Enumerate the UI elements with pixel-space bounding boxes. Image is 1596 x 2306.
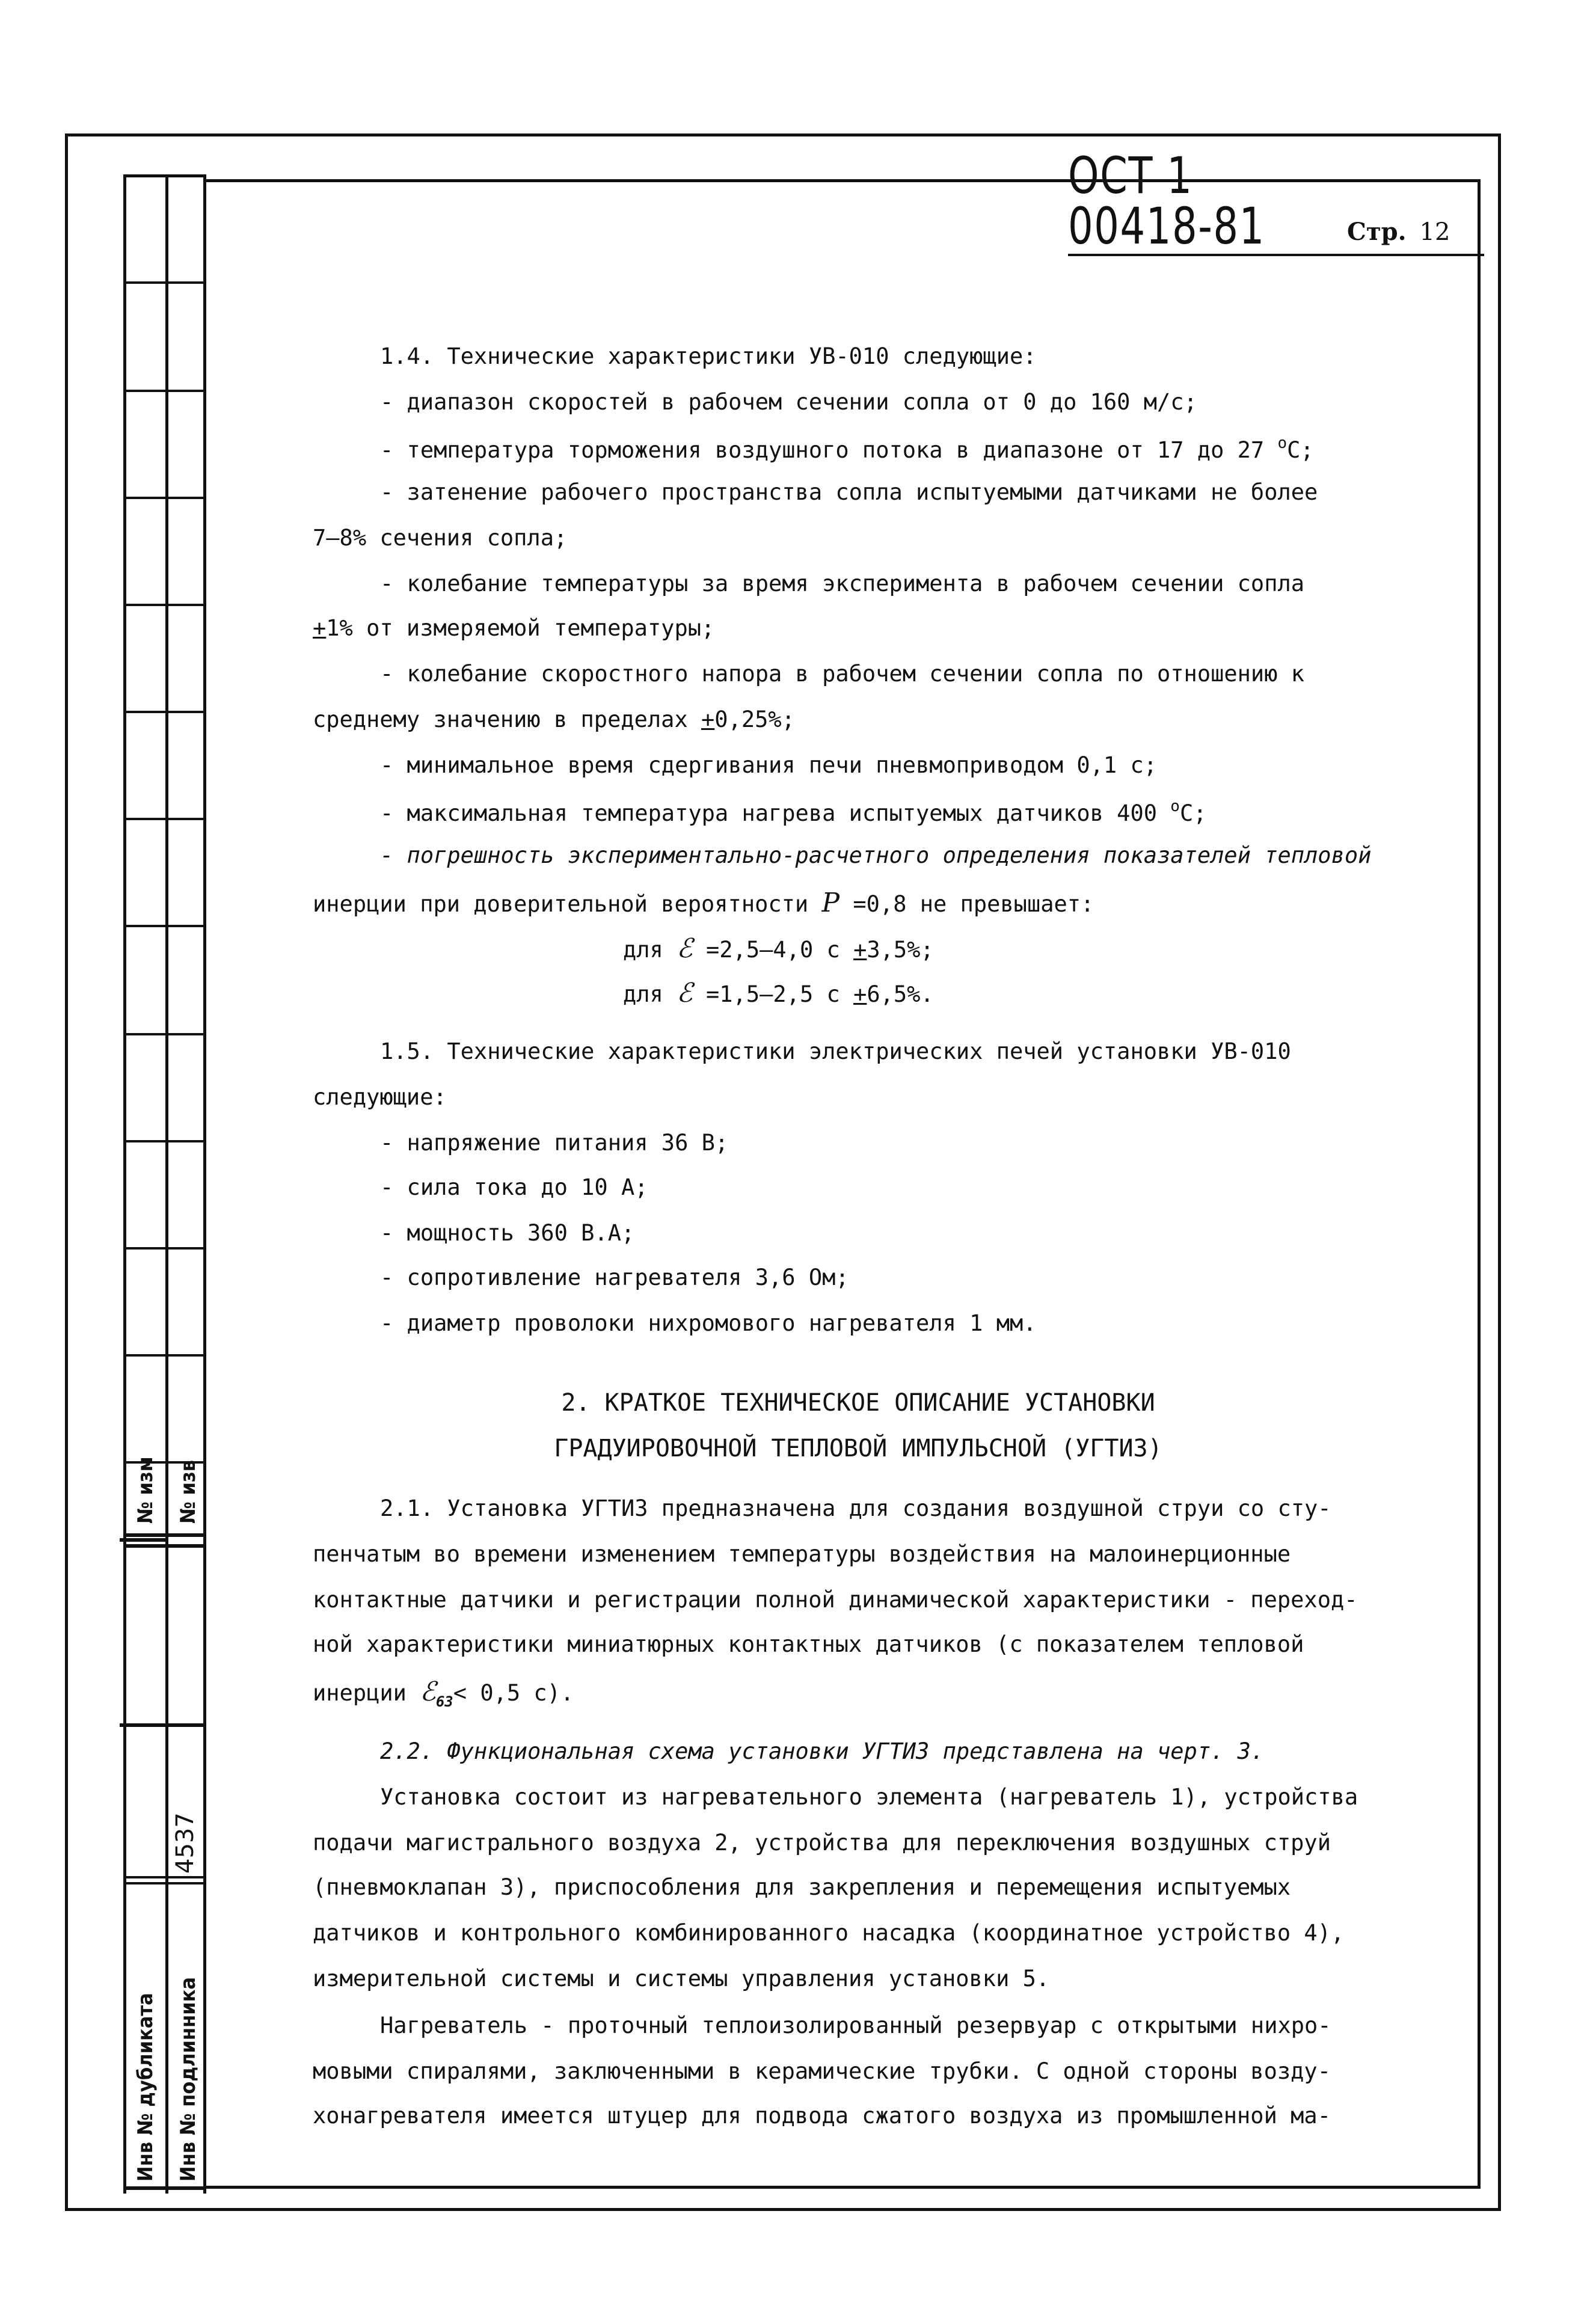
p22-line-f: измерительной системы и системы управления установки 5. — [313, 1966, 1050, 1992]
page-header — [1068, 146, 1450, 256]
p21-line-b: пенчатым во времени изменением температуры воздействия на малоинерционные — [313, 1541, 1291, 1567]
sec2-title-1: 2. КРАТКОЕ ТЕХНИЧЕСКОЕ ОПИСАНИЕ УСТАНОВКИ — [561, 1389, 1155, 1417]
side-label-inv-podl: Инв № подлинника — [176, 1977, 200, 2182]
sec14-line2: - температура торможения воздушного потока в диапазоне от 17 до 27 $^о$С; — [380, 434, 1314, 463]
sec14-line6: - минимальное время сдергивания печи пневмоприводом 0,1 с; — [380, 752, 1158, 778]
side-label-inv-dubl: Инв № дубликата — [134, 1993, 158, 2182]
p21-line-a: 2.1. Установка УГТИЗ предназначена для создания воздушной струи со сту- — [380, 1495, 1331, 1521]
sec2-title-2: ГРАДУИРОВОЧНОЙ ТЕПЛОВОЙ ИМПУЛЬСНОЙ (УГТИЗ) — [554, 1435, 1162, 1462]
p22-line-d: (пневмоклапан 3), приспособления для закрепления и перемещения испытуемых — [313, 1874, 1291, 1900]
header-rule — [1068, 254, 1484, 256]
page-number: 12 — [1419, 218, 1450, 246]
side-number: 4537 — [171, 1812, 199, 1874]
sec14-intro: 1.4. Технические характеристики УВ-010 следующие: — [380, 343, 1037, 369]
sec15-line1: - напряжение питания 36 В; — [380, 1130, 729, 1156]
formula-2: для ℰ =1,5–2,5 с +6,5%. — [623, 978, 934, 1008]
sec14-line3a: - затенение рабочего пространства сопла испытуемыми датчиками не более — [380, 479, 1318, 505]
p22-line-e: датчиков и контрольного комбинированного насадка (координатное устройство 4), — [313, 1920, 1345, 1946]
side-label-izm: № изм — [134, 1456, 158, 1524]
p21-line-d: ной характеристики миниатюрных контактных датчиков (с показателем тепловой — [313, 1631, 1304, 1657]
doc-code: ОСТ 1 00418-81 — [1068, 146, 1265, 256]
sec14-line5b: среднему значению в пределах +0,25%; — [313, 707, 795, 732]
p23-line-a: Нагреватель - проточный теплоизолированный резервуар с открытыми нихро- — [380, 2013, 1331, 2038]
sec14-line8b: инерции при доверительной вероятности P =0,8 не превышает: — [313, 888, 1094, 918]
sec14-line7: - максимальная температура нагрева испытуемых датчиков 400 $^о$С; — [380, 797, 1207, 826]
page-label: Стр. — [1347, 218, 1407, 246]
sec15-intro-a: 1.5. Технические характеристики электрических печей установки УВ-010 — [380, 1038, 1291, 1064]
side-label-izv: № изв — [176, 1459, 200, 1524]
sec14-line4b: +1% от измеряемой температуры; — [313, 615, 715, 641]
sec15-line2: - сила тока до 10 А; — [380, 1174, 648, 1200]
sec14-line5a: - колебание скоростного напора в рабочем сечении сопла по отношению к — [380, 661, 1305, 687]
side-stamp-strip — [123, 174, 203, 2194]
formula-1: для ℰ =2,5–4,0 с +3,5%; — [623, 933, 934, 964]
p23-line-b: мовыми спиралями, заключенными в керамические трубки. С одной стороны возду- — [313, 2058, 1331, 2084]
p22-line-c: подачи магистрального воздуха 2, устройства для переключения воздушных струй — [313, 1830, 1331, 1856]
p21-line-e: инерции ℰ$_{63}$< 0,5 с). — [313, 1676, 574, 1710]
sec14-line4a: - колебание температуры за время эксперимента в рабочем сечении сопла — [380, 571, 1305, 596]
p22-line-a: 2.2. Функциональная схема установки УГТИЗ представлена на черт. 3. — [380, 1738, 1265, 1764]
sec14-line3b: 7–8% сечения сопла; — [313, 525, 568, 551]
p22-line-b: Установка состоит из нагревательного элемента (нагреватель 1), устройства — [380, 1784, 1358, 1810]
sec14-line1: - диапазон скоростей в рабочем сечении сопла от 0 до 160 м/с; — [380, 389, 1197, 415]
p23-line-c: хонагревателя имеется штуцер для подвода сжатого воздуха из промышленной ма- — [313, 2103, 1331, 2129]
sec15-line3: - мощность 360 В.А; — [380, 1220, 635, 1246]
p21-line-c: контактные датчики и регистрации полной динамической характеристики - переход- — [313, 1587, 1358, 1613]
sec15-line5: - диаметр проволоки нихромового нагревателя 1 мм. — [380, 1310, 1037, 1336]
sec15-intro-b: следующие: — [313, 1084, 447, 1110]
sec15-line4: - сопротивление нагревателя 3,6 Ом; — [380, 1265, 849, 1290]
sec14-line8a: - погрешность экспериментально-расчетного определения показателей тепловой — [380, 842, 1372, 868]
